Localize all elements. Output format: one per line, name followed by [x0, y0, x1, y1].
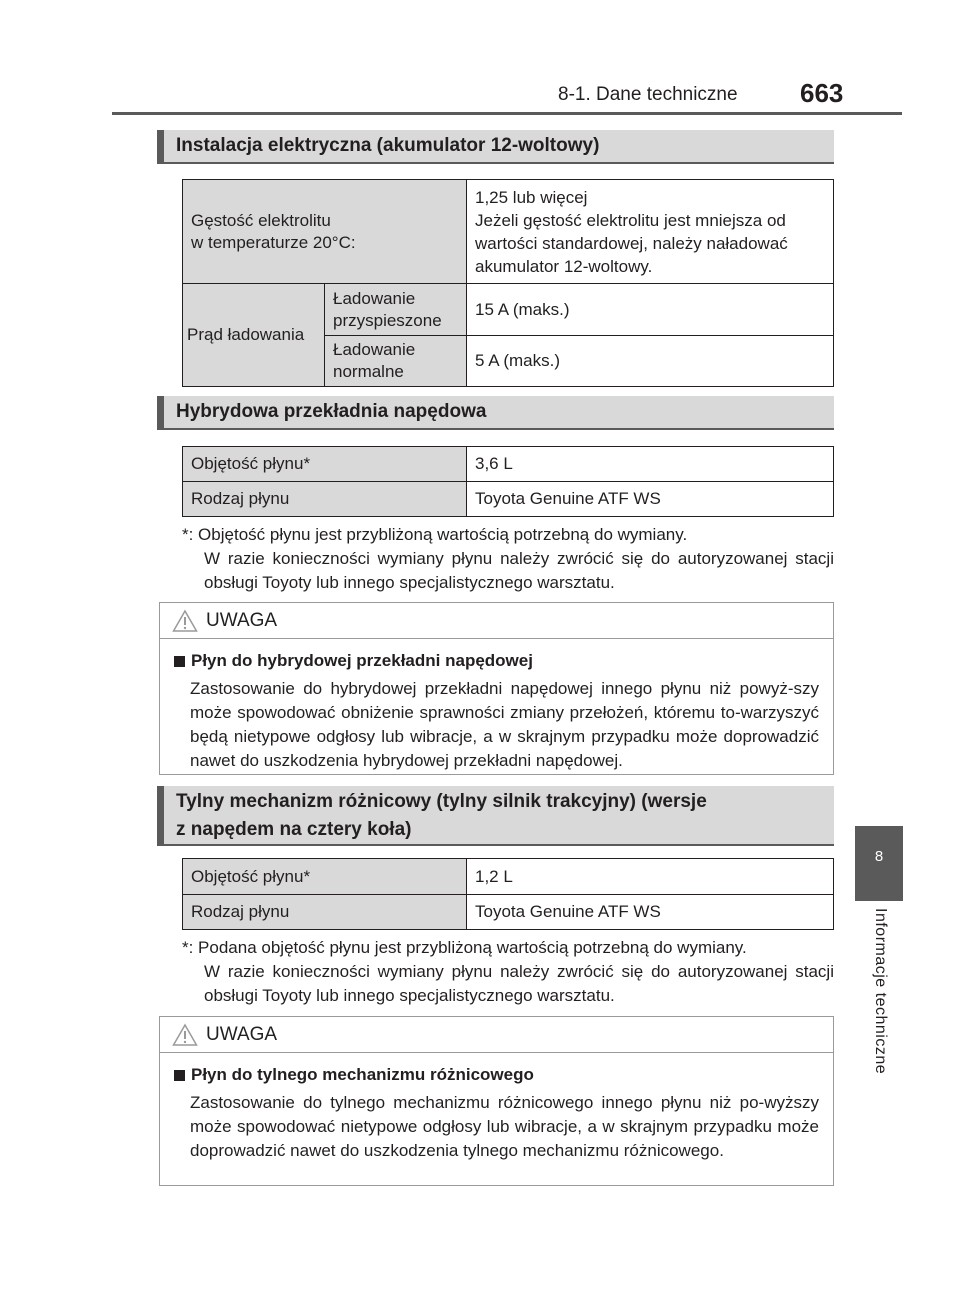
- warning-text: Zastosowanie do hybrydowej przekładni napędowej innego płynu niż powyż-szy może spowodować obniżenie sprawności zmiany przełożeń, któremu to-warzyszyć będą nietypowe odgłosy lub wibracje, a w skrajnym przypadku może doprowadzić nawet do uszkodzenia hybrydowej przekładni napędowej.: [190, 679, 819, 770]
- fluid-type-value: Toyota Genuine ATF WS: [467, 482, 834, 517]
- density-value: 1,25 lub więcej: [475, 187, 588, 207]
- electrical-spec-table: [182, 179, 834, 387]
- normal-charge-value: 5 A (maks.): [467, 336, 834, 387]
- bullet-square-icon: [174, 656, 185, 667]
- density-label-cell: [183, 180, 467, 284]
- warning-triangle-icon: [172, 609, 198, 633]
- normal-charge-label: Ładowanie: [333, 340, 416, 359]
- warning-heading-text: UWAGA: [206, 1023, 278, 1045]
- warning-heading-text: UWAGA: [206, 609, 278, 631]
- footnote-line: W razie konieczności wymiany płynu należy zwrócić się do autoryzowanej stacji obsługi Toyoty lub innego specjalistycznego warsztatu.: [204, 962, 834, 1005]
- table-row: [183, 447, 834, 482]
- warning-body: [160, 1053, 833, 1173]
- charging-current-label: Prąd ładowania: [183, 284, 325, 387]
- page-number: 663: [800, 78, 844, 108]
- bullet-square-icon: [174, 1070, 185, 1081]
- fluid-volume-label: Objętość płynu*: [183, 859, 467, 895]
- footnote-line: *: Podana objętość płynu jest przybliżoną wartością potrzebną do wymiany.: [182, 938, 747, 957]
- footnote: [182, 523, 834, 595]
- warning-triangle-icon: [172, 1023, 198, 1047]
- table-row: [183, 284, 834, 336]
- warning-title: [174, 1063, 819, 1087]
- warning-title: [174, 649, 819, 673]
- warning-box: [159, 1016, 834, 1186]
- density-label: Gęstość elektrolitu: [191, 210, 331, 230]
- section-heading-transmission: [157, 396, 834, 430]
- fluid-type-label: Rodzaj płynu: [183, 895, 467, 930]
- rear-differential-spec-table: [182, 858, 834, 930]
- fluid-volume-value: 3,6 L: [467, 447, 834, 482]
- section-heading-text: Tylny mechanizm różnicowy (tylny silnik trakcyjny) (wersje: [176, 791, 707, 812]
- fast-charge-label: Ładowanie: [333, 288, 416, 308]
- density-value-cell: [467, 180, 834, 284]
- normal-charge-label-cell: [325, 336, 467, 387]
- footnote-line: *: Objętość płynu jest przybliżoną wartością potrzebną do wymiany.: [182, 525, 688, 544]
- fluid-volume-label: Objętość płynu*: [183, 447, 467, 482]
- fluid-type-value: Toyota Genuine ATF WS: [467, 895, 834, 930]
- section-heading-rear-differential: [157, 786, 834, 846]
- fast-charge-label: przyspieszone: [333, 310, 442, 330]
- table-row: [183, 859, 834, 895]
- section-heading-text: z napędem na cztery koła): [176, 819, 412, 840]
- header-divider: [112, 112, 902, 115]
- warning-title-text: Płyn do tylnego mechanizmu różnicowego: [191, 1065, 534, 1084]
- density-label: w temperaturze 20°C:: [191, 232, 356, 252]
- normal-charge-label: normalne: [333, 362, 404, 381]
- section-heading-text: Hybrydowa przekładnia napędowa: [176, 401, 487, 422]
- fast-charge-label-cell: [325, 284, 467, 336]
- fast-charge-value: 15 A (maks.): [467, 284, 834, 336]
- warning-heading: [160, 603, 833, 639]
- density-value: akumulator 12-woltowy.: [475, 256, 653, 276]
- section-title: 8-1. Dane techniczne: [558, 84, 738, 105]
- fluid-type-label: Rodzaj płynu: [183, 482, 467, 517]
- warning-text: Zastosowanie do tylnego mechanizmu różnicowego innego płynu niż po-wyższy może spowodować nietypowe odgłosy lub wibracje, a w skrajnym przypadku może doprowadzić nawet do uszkodzenia tylnego mechanizmu różnicowego.: [190, 1093, 819, 1160]
- warning-body: [160, 639, 833, 783]
- section-heading-text-block: [176, 788, 707, 844]
- warning-title-text: Płyn do hybrydowej przekładni napędowej: [191, 651, 533, 670]
- table-row: [183, 482, 834, 517]
- fluid-volume-value: 1,2 L: [467, 859, 834, 895]
- table-row: [183, 895, 834, 930]
- density-value: Jeżeli gęstość elektrolitu jest mniejsza od: [475, 210, 786, 230]
- footnote: [182, 936, 834, 1008]
- footnote-line: W razie konieczności wymiany płynu należy zwrócić się do autoryzowanej stacji obsługi Toyoty lub innego specjalistycznego warsztatu.: [204, 549, 834, 592]
- warning-heading: [160, 1017, 833, 1053]
- chapter-label: Informacje techniczne: [872, 908, 889, 1075]
- density-value: wartości standardowej, należy naładować: [475, 233, 788, 253]
- table-row: [183, 180, 834, 284]
- chapter-tab: 8: [855, 826, 903, 901]
- section-heading-text: Instalacja elektryczna (akumulator 12-woltowy): [176, 135, 600, 156]
- transmission-spec-table: [182, 446, 834, 517]
- warning-box: [159, 602, 834, 775]
- section-heading-electrical: [157, 130, 834, 164]
